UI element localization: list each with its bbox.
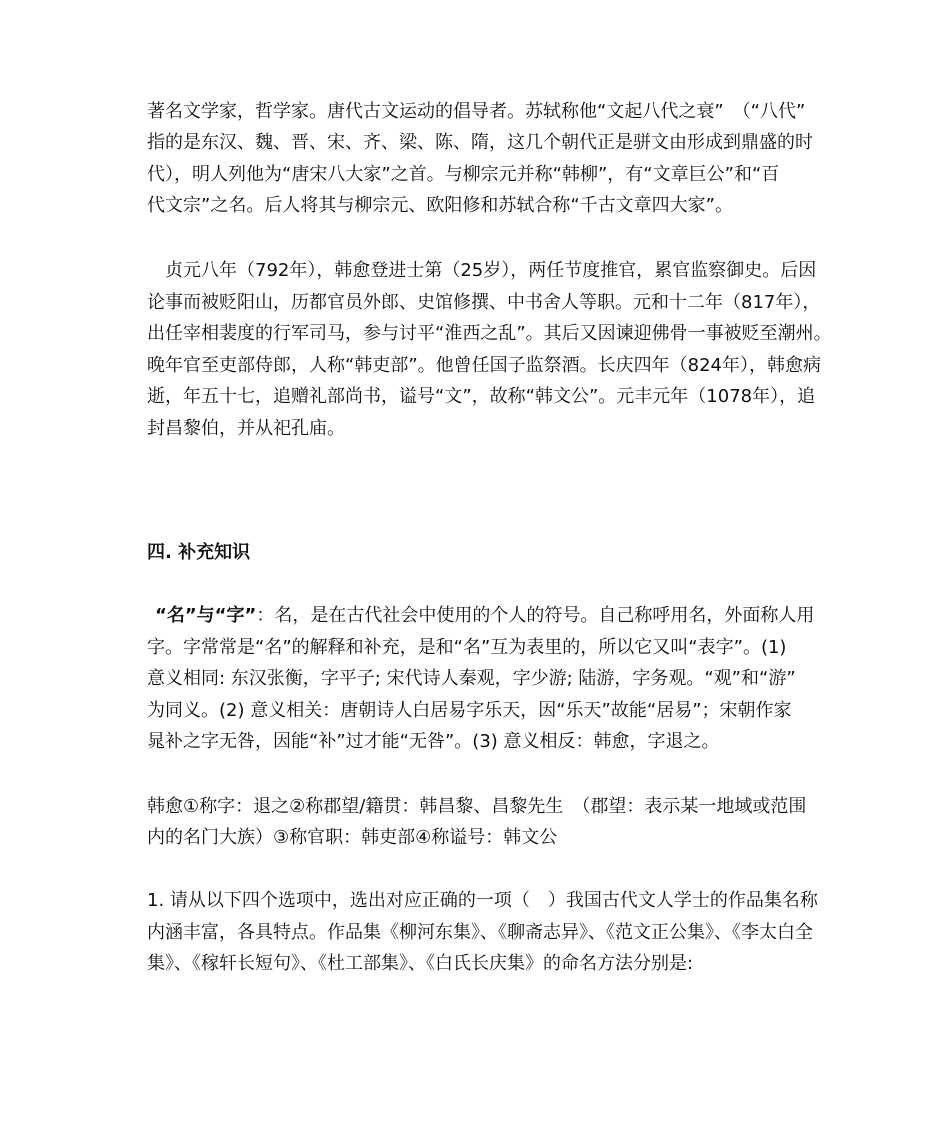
p2-line-1: 贞元八年（792年），韩愈登进士第（25岁），两任节度推官，累官监察御史。后因 [165,260,817,281]
p4-line-1: 韩愈①称字：退之②称郡望/籍贯：韩昌黎、昌黎先生 （郡望：表示某一地域或范围 [147,796,807,817]
p1-line-1: 著名文学家，哲学家。唐代古文运动的倡导者。苏轼称他“文起八代之衰” （“八代” [147,101,806,122]
p2-line-6: 封昌黎伯，并从祀孔庙。 [147,418,345,439]
p5-line-1: 1. 请从以下四个选项中，选出对应正确的一项（ ）我国古代文人学士的作品集名称 [147,890,818,911]
p3-line-5: 晁补之字无咎，因能“补”过才能“无咎”。(3) 意义相反：韩愈，字退之。 [147,731,720,752]
p3-line-1 [155,604,814,628]
p3-line-3: 意义相同: 东汉张衡，字平子; 宋代诗人秦观，字少游; 陆游，字务观。“观”和“游” [147,668,796,689]
p2-line-4: 晚年官至吏部侍郎，人称“韩吏部”。他曾任国子监祭酒。长庆四年（824年），韩愈病 [147,355,822,376]
p3-line-4: 为同义。(2) 意义相关：唐朝诗人白居易字乐天，因“乐天”故能“居易”；宋朝作家 [147,700,792,721]
ming-zi-label: “名”与“字” [155,605,257,626]
p1-line-3: 代），明人列他为“唐宋八大家”之首。与柳宗元并称“韩柳”，有“文章巨公”和“百 [147,164,780,185]
section-heading: 四. 补充知识 [147,542,251,563]
p5-line-2: 内涵丰富，各具特点。作品集《柳河东集》、《聊斋志异》、《范文正公集》、《李太白全 [147,922,813,943]
p2-line-2: 论事而被贬阳山，历都官员外郎、史馆修撰、中书舍人等职。元和十二年（817年）， [147,292,821,313]
p2-line-5: 逝，年五十七，追赠礼部尚书，谥号“文”，故称“韩文公”。元丰元年（1078年），追 [147,386,816,407]
p5-line-3: 集》、《稼轩长短句》、《杜工部集》、《白氏长庆集》的命名方法分别是: [147,953,694,974]
p3-line-1-text: ：名，是在古代社会中使用的个人的符号。自己称呼用名，外面称人用 [256,605,815,626]
p1-line-2: 指的是东汉、魏、晋、宋、齐、梁、陈、隋，这几个朝代正是骈文由形成到鼎盛的时 [147,132,813,153]
p3-line-2: 字。字常常是“名”的解释和补充，是和“名”互为表里的，所以它又叫“表字”。(1) [147,637,787,658]
p1-line-4: 代文宗”之名。后人将其与柳宗元、欧阳修和苏轼合称“千古文章四大家”。 [147,195,733,216]
p2-line-3: 出任宰相裴度的行军司马，参与讨平“淮西之乱”。其后又因谏迎佛骨一事被贬至潮州。 [147,323,832,344]
p4-line-2: 内的名门大族）③称官职：韩吏部④称谥号：韩文公 [147,827,558,848]
